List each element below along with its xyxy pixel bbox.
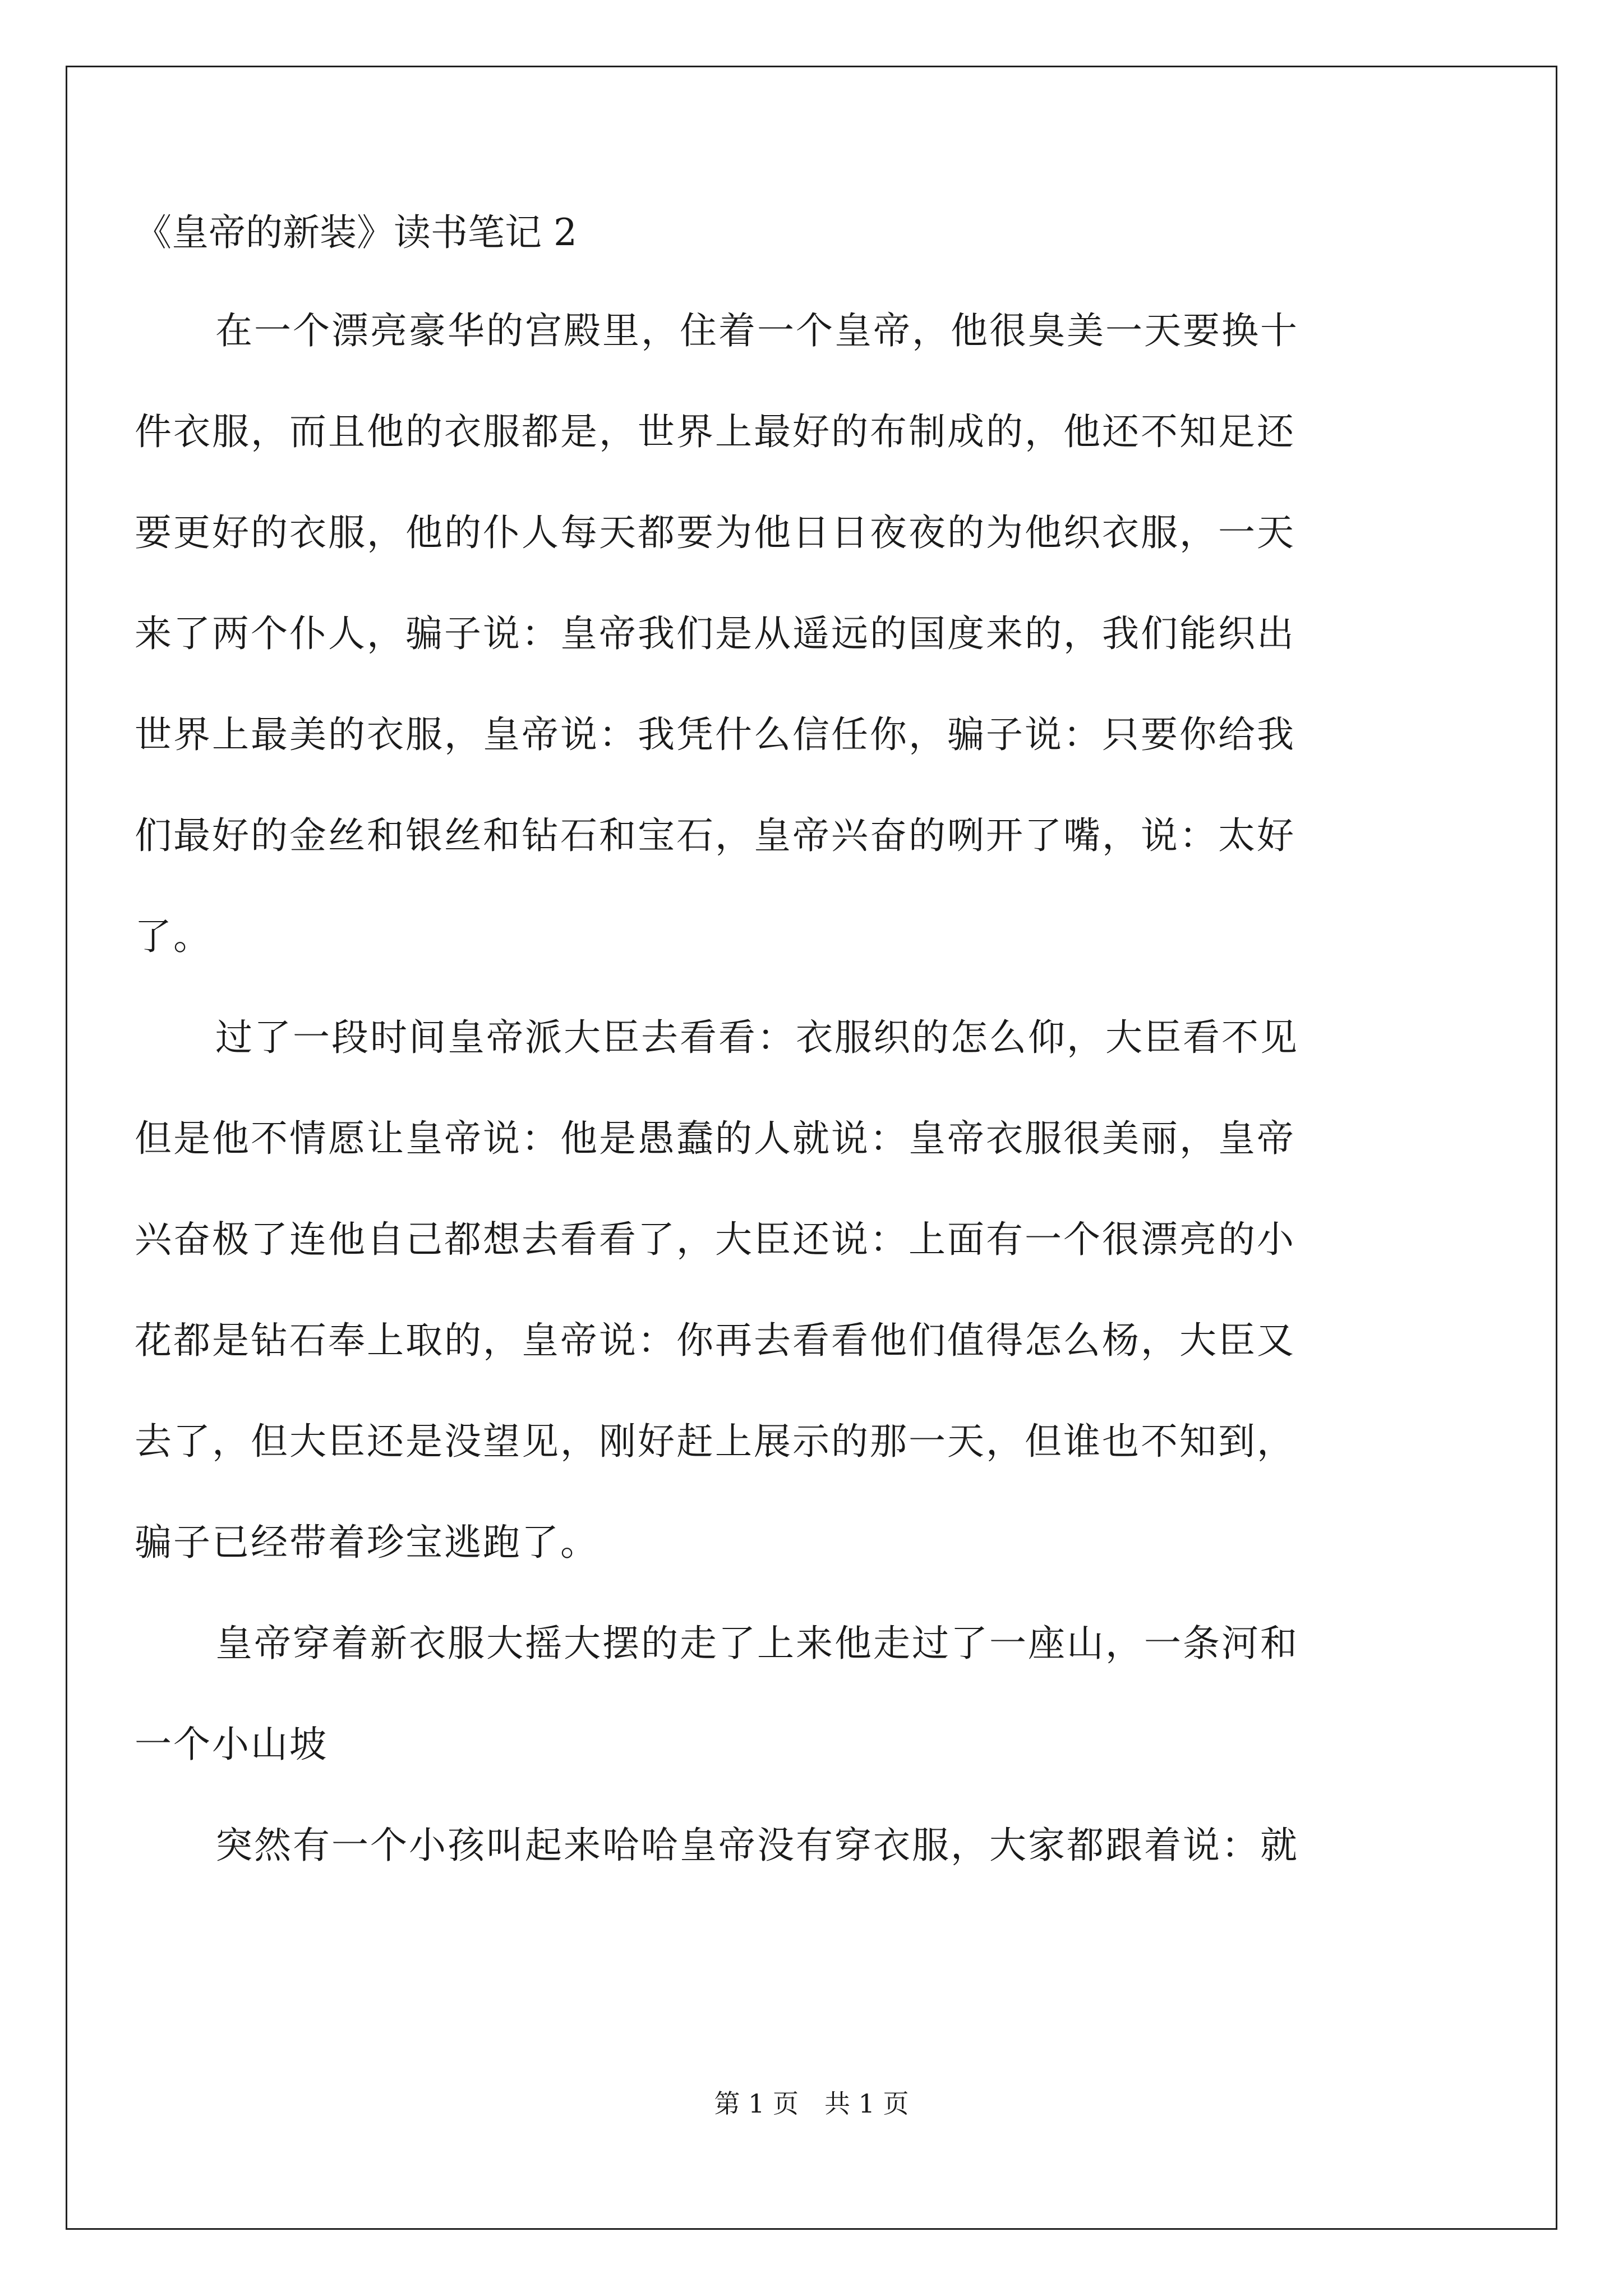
paragraph-line: 兴奋极了连他自己都想去看看了，大臣还说：上面有一个很漂亮的小 bbox=[135, 1218, 1295, 1261]
paragraph bbox=[135, 1795, 1436, 1896]
document-body bbox=[135, 208, 1436, 1896]
paragraph bbox=[135, 280, 1436, 987]
paragraph-line: 但是他不情愿让皇帝说：他是愚蠢的人就说：皇帝衣服很美丽，皇帝 bbox=[135, 1117, 1295, 1160]
page-footer: 第 1 页 共 1 页 bbox=[714, 2088, 909, 2119]
paragraph-line: 花都是钻石奉上取的，皇帝说：你再去看看他们值得怎么杨，大臣又 bbox=[135, 1319, 1295, 1362]
paragraph-line: 突然有一个小孩叫起来哈哈皇帝没有穿衣服，大家都跟着说：就 bbox=[215, 1824, 1299, 1867]
paragraph-line: 件衣服，而且他的衣服都是，世界上最好的布制成的，他还不知足还 bbox=[135, 410, 1295, 453]
paragraph-line: 了。 bbox=[135, 915, 212, 958]
document-title: 《皇帝的新装》读书笔记 2 bbox=[135, 211, 577, 254]
paragraph-line: 皇帝穿着新衣服大摇大摆的走了上来他走过了一座山，一条河和 bbox=[215, 1622, 1299, 1665]
paragraph-list bbox=[135, 280, 1436, 1896]
paragraph-line: 要更好的衣服，他的仆人每天都要为他日日夜夜的为他织衣服，一天 bbox=[135, 511, 1295, 554]
paragraph-line: 过了一段时间皇帝派大臣去看看：衣服织的怎么仰，大臣看不见 bbox=[215, 1016, 1299, 1059]
paragraph-line: 们最好的金丝和银丝和钻石和宝石，皇帝兴奋的咧开了嘴，说：太好 bbox=[135, 814, 1295, 857]
paragraph-line: 一个小山坡 bbox=[135, 1723, 328, 1766]
paragraph bbox=[135, 987, 1436, 1593]
paragraph-line: 在一个漂亮豪华的宫殿里，住着一个皇帝，他很臭美一天要换十 bbox=[215, 309, 1299, 352]
paragraph bbox=[135, 1593, 1436, 1795]
paragraph-line: 来了两个仆人，骗子说：皇帝我们是从遥远的国度来的，我们能织出 bbox=[135, 612, 1295, 655]
paragraph-line: 骗子已经带着珍宝逃跑了。 bbox=[135, 1521, 599, 1564]
paragraph-line: 去了，但大臣还是没望见，刚好赶上展示的那一天，但谁也不知到， bbox=[135, 1420, 1295, 1463]
paragraph-line: 世界上最美的衣服，皇帝说：我凭什么信任你，骗子说：只要你给我 bbox=[135, 713, 1295, 756]
